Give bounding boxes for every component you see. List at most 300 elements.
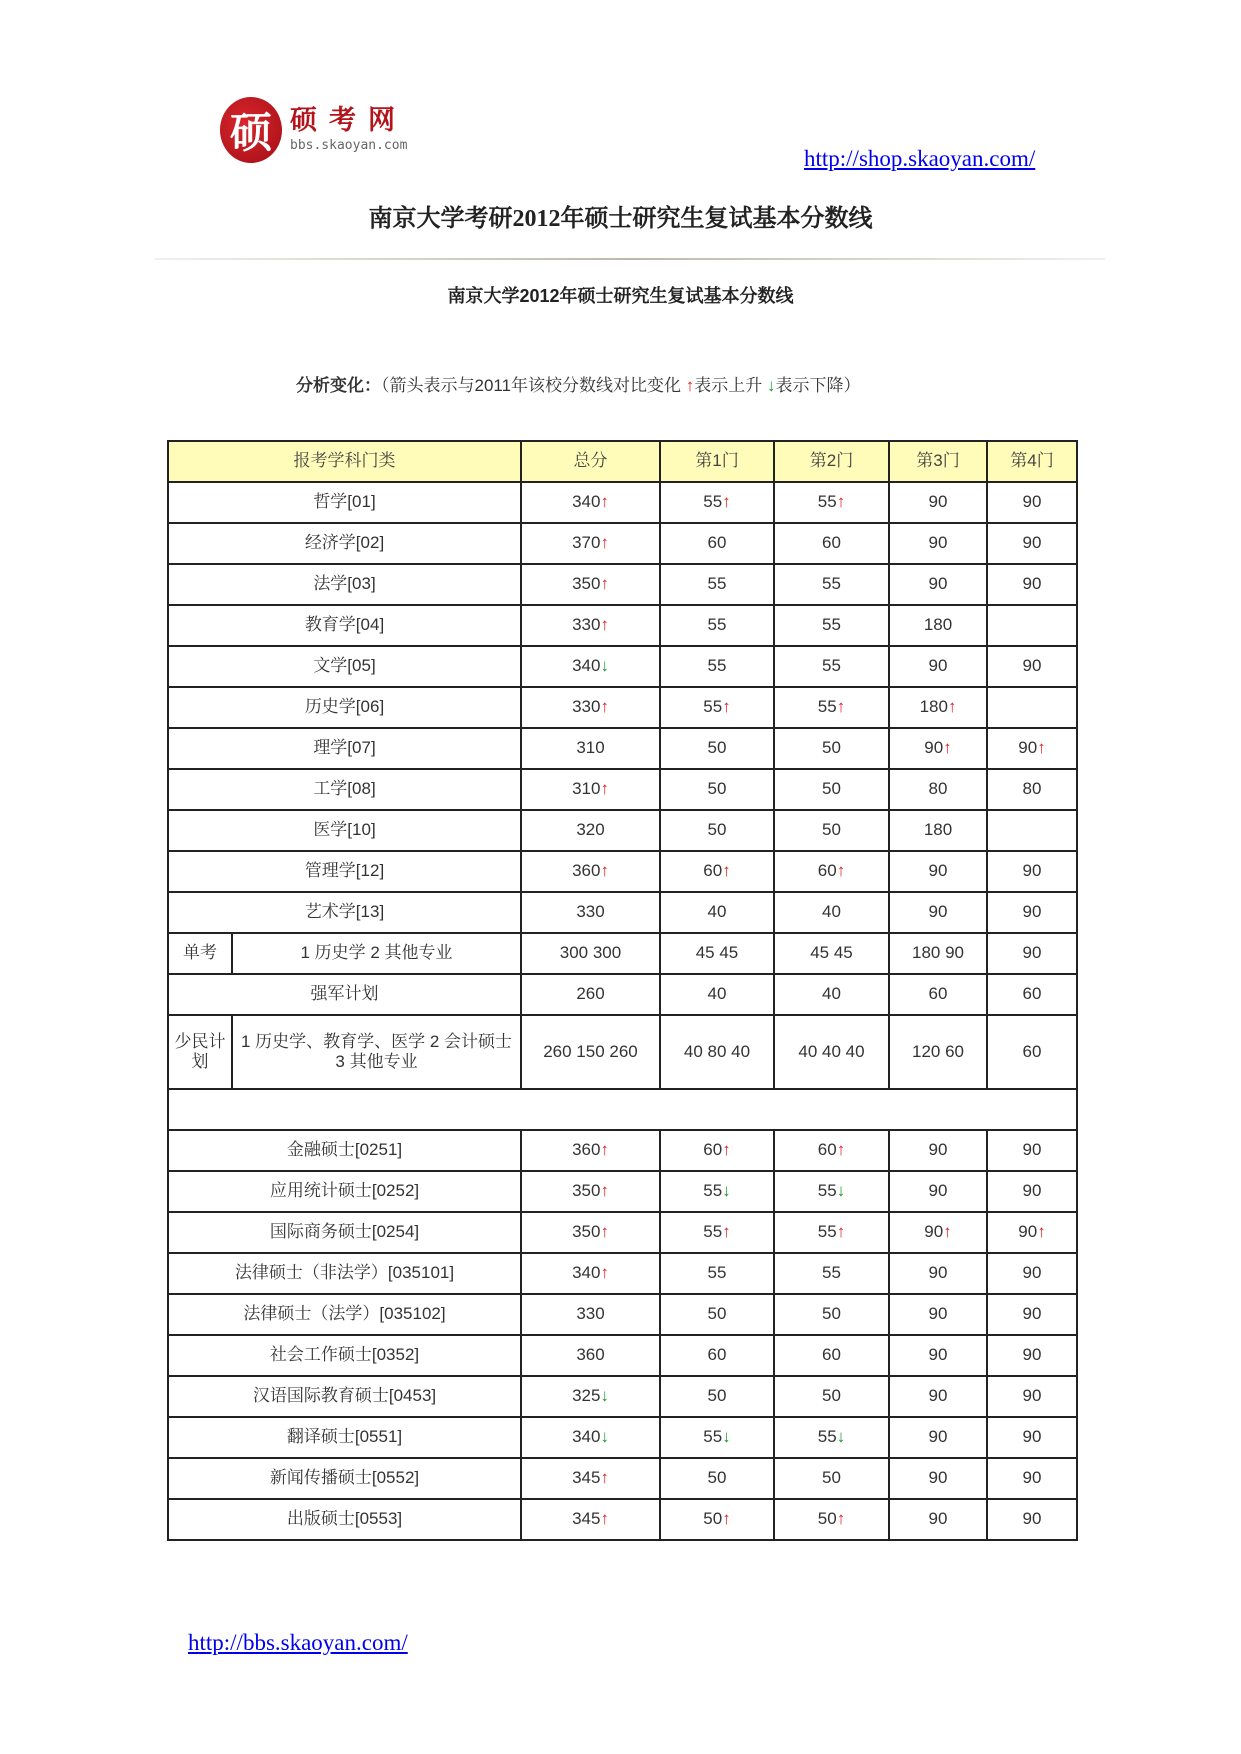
subject-cell: 法学[03] [168, 564, 521, 605]
score-cell [889, 810, 987, 851]
score-cell [521, 564, 660, 605]
header-cell: 第2门 [774, 441, 889, 482]
score-cell [521, 1376, 660, 1417]
score-cell [987, 974, 1077, 1015]
score-cell [889, 1376, 987, 1417]
score-value: 90 [928, 861, 948, 881]
score-cell [660, 974, 774, 1015]
score-value: 90 [1022, 1181, 1042, 1201]
score-value: 50 [822, 1468, 841, 1488]
score-value: 320 [576, 820, 605, 840]
score-value: 330 [576, 1304, 605, 1324]
score-cell [987, 687, 1077, 728]
score-cell [521, 1294, 660, 1335]
score-value: 60 [703, 861, 723, 881]
score-cell [774, 605, 889, 646]
score-value: 340 [572, 1263, 601, 1283]
score-cell [987, 933, 1077, 974]
header-cell: 第4门 [987, 441, 1077, 482]
score-value: 330 [572, 697, 601, 717]
table-row [168, 1253, 1077, 1294]
score-cell [987, 728, 1077, 769]
score-value: 90 [928, 1304, 948, 1324]
score-value: 90 [928, 1181, 948, 1201]
score-value: 55 [703, 697, 723, 717]
score-cell [774, 1130, 889, 1171]
subject-cell: 艺术学[13] [168, 892, 521, 933]
score-value: 50 [822, 820, 841, 840]
down-arrow-icon: ↓ [722, 1427, 731, 1447]
score-cell [987, 1335, 1077, 1376]
up-arrow-icon: ↑ [722, 1509, 731, 1529]
score-value: 90 [928, 1427, 948, 1447]
up-arrow-icon: ↑ [943, 738, 952, 758]
subject-cell: 经济学[02] [168, 523, 521, 564]
table-header-row [168, 441, 1077, 482]
table-row [168, 892, 1077, 933]
up-arrow-icon: ↑ [600, 574, 609, 594]
score-cell [521, 1171, 660, 1212]
subject-cell: 管理学[12] [168, 851, 521, 892]
up-arrow-icon: ↑ [722, 861, 731, 881]
table-row [168, 810, 1077, 851]
down-arrow-icon: ↓ [600, 1386, 609, 1406]
logo-en-text: bbs.skaoyan.com [290, 138, 408, 153]
table-row [168, 482, 1077, 523]
score-cell [987, 1376, 1077, 1417]
score-cell [889, 728, 987, 769]
analysis-lead: 分析变化： [296, 376, 381, 395]
score-value: 90 [924, 738, 944, 758]
score-cell [774, 1171, 889, 1212]
table-row [168, 728, 1077, 769]
up-arrow-icon: ↑ [600, 1222, 609, 1242]
score-value: 40 [822, 902, 841, 922]
score-cell [774, 482, 889, 523]
score-cell [774, 933, 889, 974]
score-cell [774, 1335, 889, 1376]
score-value: 60 [703, 1140, 723, 1160]
score-cell [521, 769, 660, 810]
score-value: 310 [576, 738, 605, 758]
score-value: 340 [572, 492, 601, 512]
subject-cell: 出版硕士[0553] [168, 1499, 521, 1540]
score-cell [660, 1335, 774, 1376]
score-cell [889, 1417, 987, 1458]
score-cell [987, 646, 1077, 687]
table-row [168, 687, 1077, 728]
table-row [168, 1499, 1077, 1540]
up-arrow-icon: ↑ [836, 1509, 846, 1529]
score-cell [660, 1499, 774, 1540]
score-cell [889, 1015, 987, 1089]
score-value: 90 [1022, 1468, 1042, 1488]
score-value: 60 [1022, 1041, 1042, 1061]
table-row [168, 564, 1077, 605]
score-cell [774, 1417, 889, 1458]
up-arrow-icon: ↑ [722, 492, 731, 512]
score-value: 330 [572, 615, 601, 635]
score-value: 90 [928, 1509, 948, 1529]
score-cell [660, 687, 774, 728]
score-value: 90 [1022, 902, 1042, 922]
score-value: 60 [928, 984, 948, 1004]
score-cell [987, 1294, 1077, 1335]
score-value: 40 [822, 984, 841, 1004]
score-cell [987, 1499, 1077, 1540]
score-cell [774, 728, 889, 769]
score-cell [774, 1015, 889, 1089]
score-value: 90 [1022, 1345, 1042, 1365]
score-value: 40 [707, 984, 727, 1004]
score-value: 340 [572, 656, 601, 676]
score-value: 350 [572, 1181, 601, 1201]
table-row [168, 1417, 1077, 1458]
score-value: 60 [817, 1140, 837, 1160]
logo-mark: 硕 [220, 97, 282, 163]
score-value: 50 [707, 738, 727, 758]
score-value: 50 [707, 1304, 727, 1324]
score-cell [774, 851, 889, 892]
down-arrow-icon: ↓ [600, 656, 609, 676]
subject-cell: 法律硕士（非法学）[035101] [168, 1253, 521, 1294]
score-cell [889, 851, 987, 892]
score-value: 90 [928, 656, 948, 676]
score-value: 50 [707, 1468, 727, 1488]
score-cell [987, 605, 1077, 646]
score-cell [521, 1130, 660, 1171]
up-arrow-icon: ↑ [836, 492, 846, 512]
score-value: 350 [572, 1222, 601, 1242]
score-value: 180 [923, 820, 953, 840]
score-value: 90 [928, 492, 948, 512]
subject-cell: 法律硕士（法学）[035102] [168, 1294, 521, 1335]
score-cell [774, 769, 889, 810]
score-cell [660, 810, 774, 851]
table-row [168, 605, 1077, 646]
score-cell [774, 1294, 889, 1335]
down-arrow-icon: ↓ [836, 1181, 846, 1201]
up-arrow-icon: ↑ [600, 779, 609, 799]
up-arrow-icon: ↑ [600, 1468, 609, 1488]
score-cell [774, 1253, 889, 1294]
site-logo[interactable] [220, 92, 407, 168]
score-value: 55 [817, 1181, 837, 1201]
subject-cell: 翻译硕士[0551] [168, 1417, 521, 1458]
score-value: 55 [817, 1427, 837, 1447]
score-value: 55 [707, 615, 727, 635]
score-cell [889, 1171, 987, 1212]
score-cell [521, 810, 660, 851]
score-value: 90 [1022, 861, 1042, 881]
score-cell [521, 851, 660, 892]
subject-cell: 汉语国际教育硕士[0453] [168, 1376, 521, 1417]
score-value: 55 [703, 1427, 723, 1447]
table-row [168, 851, 1077, 892]
score-cell [987, 1015, 1077, 1089]
score-value: 360 [572, 861, 601, 881]
table-row [168, 1212, 1077, 1253]
score-cell [774, 1212, 889, 1253]
score-value: 55 [822, 1263, 841, 1283]
score-value: 40 [707, 902, 727, 922]
table-row [168, 974, 1077, 1015]
score-value: 345 [572, 1468, 601, 1488]
score-value: 310 [572, 779, 601, 799]
score-cell [521, 1335, 660, 1376]
score-value: 50 [707, 779, 727, 799]
up-arrow-icon: ↑ [722, 697, 731, 717]
score-value: 90 [1018, 1222, 1038, 1242]
score-value: 360 [576, 1345, 605, 1365]
score-cell [660, 564, 774, 605]
score-cell [987, 851, 1077, 892]
score-cell [889, 769, 987, 810]
group-cell: 少民计划 [168, 1015, 232, 1089]
score-cell [889, 1294, 987, 1335]
score-value: 55 [817, 1222, 837, 1242]
score-value: 260 150 260 [543, 1041, 638, 1061]
score-cell [987, 1417, 1077, 1458]
score-cell [521, 892, 660, 933]
score-cell [889, 646, 987, 687]
up-arrow-icon: ↑ [836, 1140, 846, 1160]
score-cell [660, 605, 774, 646]
up-arrow-icon: ↑ [600, 1509, 609, 1529]
score-cell [660, 1253, 774, 1294]
score-cell [774, 974, 889, 1015]
score-value: 300 300 [559, 943, 622, 963]
score-value: 50 [817, 1509, 837, 1529]
score-cell [889, 933, 987, 974]
score-cell [889, 482, 987, 523]
score-value: 55 [703, 492, 723, 512]
score-value: 90 [928, 1140, 948, 1160]
logo-text [290, 105, 407, 155]
score-cell [889, 1458, 987, 1499]
score-cell [774, 564, 889, 605]
subject-cell: 哲学[01] [168, 482, 521, 523]
score-value: 180 [919, 697, 948, 717]
score-value: 55 [707, 656, 727, 676]
score-cell [521, 1499, 660, 1540]
blank-row [168, 1089, 1077, 1130]
score-cell [660, 1171, 774, 1212]
page-title: 南京大学考研2012年硕士研究生复试基本分数线 [368, 206, 873, 232]
score-cell [660, 851, 774, 892]
score-cell [889, 1212, 987, 1253]
score-cell [660, 482, 774, 523]
score-cell [987, 1130, 1077, 1171]
subject-cell: 应用统计硕士[0252] [168, 1171, 521, 1212]
score-cell [987, 1171, 1077, 1212]
score-cell [521, 974, 660, 1015]
table-row [168, 933, 1077, 974]
score-cell [889, 1499, 987, 1540]
score-value: 120 60 [912, 1041, 964, 1061]
subject-cell: 金融硕士[0251] [168, 1130, 521, 1171]
score-value: 180 [923, 615, 953, 635]
up-legend-text: 表示上升 [694, 376, 763, 395]
score-value: 50 [822, 1304, 841, 1324]
subject-cell: 教育学[04] [168, 605, 521, 646]
score-value: 90 [1018, 738, 1038, 758]
down-arrow-icon: ↓ [600, 1427, 609, 1447]
up-arrow-icon: ↑ [600, 615, 609, 635]
score-value: 60 [822, 533, 841, 553]
header-cell: 总分 [521, 441, 660, 482]
score-value: 90 [924, 1222, 944, 1242]
score-cell [521, 1015, 660, 1089]
score-value: 90 [1022, 533, 1042, 553]
down-arrow-icon: ↓ [722, 1181, 731, 1201]
score-cell [521, 1253, 660, 1294]
score-value: 45 45 [810, 943, 853, 963]
up-arrow-icon: ↑ [600, 1140, 609, 1160]
score-value: 55 [822, 656, 841, 676]
score-value: 90 [928, 1468, 948, 1488]
score-table-body [168, 441, 1077, 1540]
score-value: 50 [822, 779, 841, 799]
score-value: 55 [822, 615, 841, 635]
score-value: 90 [1022, 492, 1042, 512]
score-value: 90 [1022, 1386, 1042, 1406]
score-value: 55 [817, 697, 837, 717]
score-value: 55 [703, 1222, 723, 1242]
subject-cell: 强军计划 [168, 974, 521, 1015]
score-value: 60 [1022, 984, 1042, 1004]
up-arrow-icon: ↑ [943, 1222, 952, 1242]
score-value: 350 [572, 574, 601, 594]
score-value: 55 [817, 492, 837, 512]
score-value: 55 [707, 1263, 727, 1283]
score-value: 50 [822, 1386, 841, 1406]
subject-cell: 工学[08] [168, 769, 521, 810]
score-value: 40 80 40 [683, 1041, 751, 1061]
table-row [168, 646, 1077, 687]
score-value: 90 [928, 902, 948, 922]
score-cell [987, 1458, 1077, 1499]
table-row [168, 769, 1077, 810]
score-cell [889, 1335, 987, 1376]
score-cell [660, 933, 774, 974]
group-cell: 单考 [168, 933, 232, 974]
up-arrow-icon: ↑ [836, 697, 846, 717]
score-value: 90 [928, 1386, 948, 1406]
up-arrow-icon: ↑ [600, 861, 609, 881]
score-cell [889, 564, 987, 605]
score-cell [889, 1253, 987, 1294]
score-value: 340 [572, 1427, 601, 1447]
table-row [168, 1376, 1077, 1417]
score-value: 90 [1022, 574, 1042, 594]
score-cell [774, 646, 889, 687]
subject-cell: 新闻传播硕士[0552] [168, 1458, 521, 1499]
score-value: 90 [928, 574, 948, 594]
score-value: 90 [928, 1345, 948, 1365]
subject-cell: 1 历史学 2 其他专业 [232, 933, 521, 974]
analysis-text: （箭头表示与2011年该校分数线对比变化 [381, 376, 682, 395]
score-cell [987, 564, 1077, 605]
title-divider [155, 258, 1105, 260]
score-cell [987, 1253, 1077, 1294]
up-arrow-icon: ↑ [600, 1263, 609, 1283]
logo-cn-text: 硕考网 [290, 105, 407, 136]
up-arrow-icon: ↑ [836, 1222, 846, 1242]
score-cell [987, 892, 1077, 933]
score-cell [660, 892, 774, 933]
bbs-link[interactable]: http://bbs.skaoyan.com/ [188, 1630, 408, 1655]
header-cell: 第3门 [889, 441, 987, 482]
subject-cell: 社会工作硕士[0352] [168, 1335, 521, 1376]
subject-cell: 1 历史学、教育学、医学 2 会计硕士 3 其他专业 [232, 1015, 521, 1089]
score-table [167, 440, 1078, 1541]
score-cell [774, 892, 889, 933]
score-value: 50 [707, 1386, 727, 1406]
score-value: 180 90 [912, 943, 964, 963]
score-value: 345 [572, 1509, 601, 1529]
score-cell [660, 1458, 774, 1499]
score-cell [521, 728, 660, 769]
score-value: 45 45 [695, 943, 739, 963]
score-value: 60 [822, 1345, 841, 1365]
score-cell [987, 810, 1077, 851]
score-value: 60 [707, 1345, 727, 1365]
score-cell [660, 728, 774, 769]
up-arrow-icon: ↑ [722, 1222, 731, 1242]
subject-cell: 国际商务硕士[0254] [168, 1212, 521, 1253]
score-value: 50 [822, 738, 841, 758]
score-cell [660, 1376, 774, 1417]
score-value: 90 [1022, 1509, 1042, 1529]
score-value: 60 [707, 533, 727, 553]
up-arrow-icon: ↑ [600, 697, 609, 717]
score-cell [660, 523, 774, 564]
score-value: 50 [707, 820, 727, 840]
up-arrow-icon: ↑ [600, 533, 609, 553]
score-cell [660, 1015, 774, 1089]
score-cell [660, 1417, 774, 1458]
score-cell [660, 1212, 774, 1253]
header-cell: 第1门 [660, 441, 774, 482]
score-cell [660, 1294, 774, 1335]
score-cell [987, 769, 1077, 810]
score-value: 90 [928, 1263, 948, 1283]
score-cell [889, 892, 987, 933]
score-cell [521, 646, 660, 687]
up-arrow-icon: ↑ [600, 1181, 609, 1201]
up-arrow-icon: ↑ [722, 1140, 731, 1160]
score-value: 40 40 40 [798, 1041, 865, 1061]
score-value: 330 [576, 902, 605, 922]
subject-cell: 理学[07] [168, 728, 521, 769]
down-legend-text: 表示下降） [775, 376, 861, 395]
score-value: 90 [1022, 943, 1042, 963]
table-row [168, 1294, 1077, 1335]
up-arrow-icon: ↑ [685, 376, 695, 395]
score-value: 55 [822, 574, 841, 594]
shop-link[interactable]: http://shop.skaoyan.com/ [804, 146, 1036, 171]
score-value: 90 [1022, 656, 1042, 676]
score-value: 55 [707, 574, 727, 594]
score-cell [774, 687, 889, 728]
score-cell [660, 769, 774, 810]
score-cell [521, 1458, 660, 1499]
score-cell [521, 1417, 660, 1458]
analysis-note [296, 371, 861, 396]
header-cell: 报考学科门类 [168, 441, 521, 482]
score-value: 325 [572, 1386, 601, 1406]
